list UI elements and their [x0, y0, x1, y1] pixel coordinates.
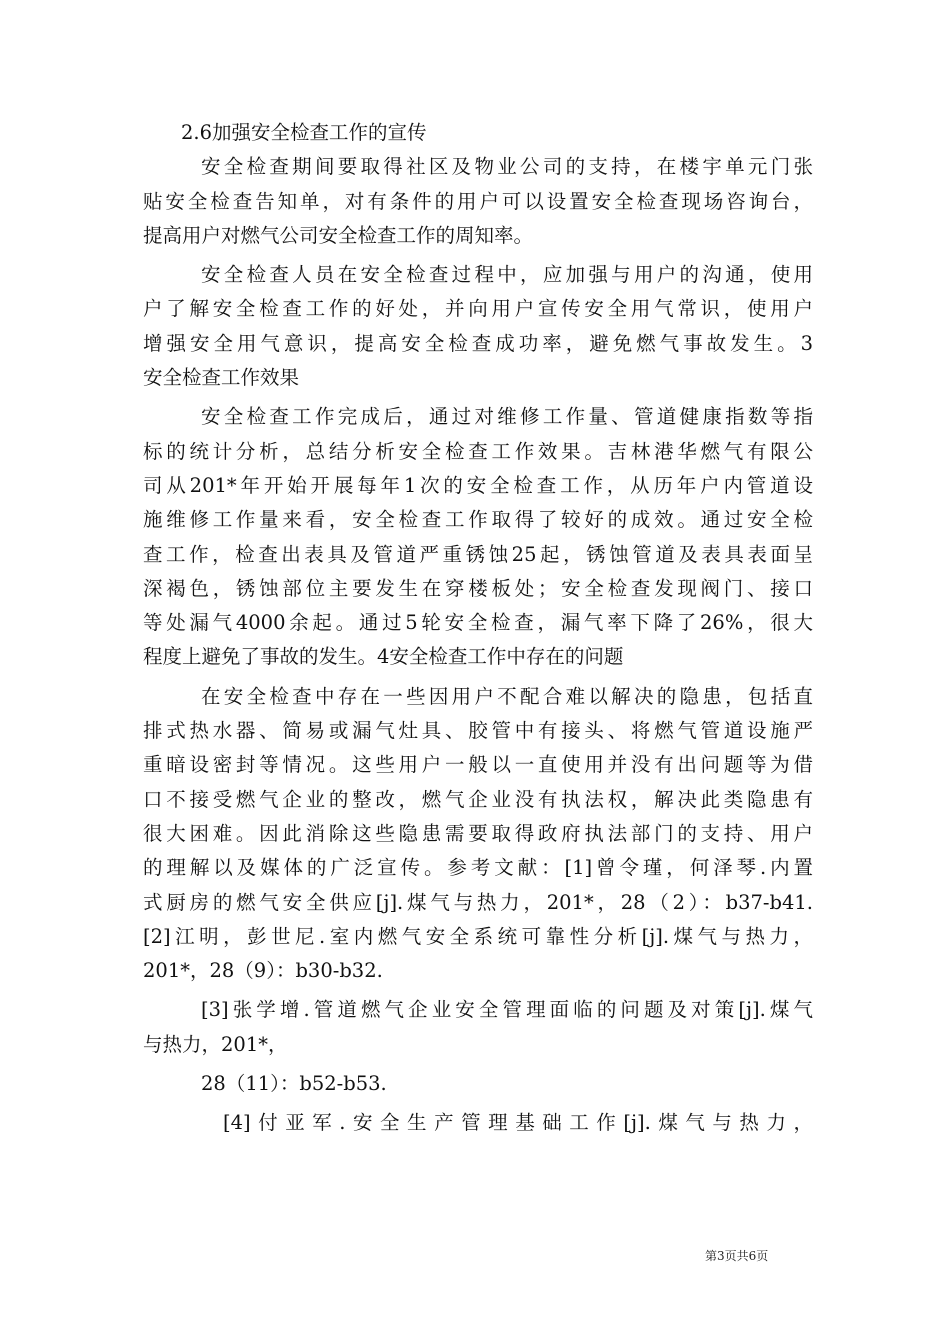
paragraph-line: 排式热水器、简易或漏气灶具、胶管中有接头、将燃气管道设施严: [143, 719, 813, 743]
paragraph-line: 等处漏气4000余起。通过5轮安全检查，漏气率下降了26%，很大: [143, 611, 813, 635]
paragraph-line: 口不接受燃气企业的整改，燃气企业没有执法权，解决此类隐患有: [143, 787, 813, 811]
reference-line: 与热力，201*，: [143, 1032, 288, 1056]
paragraph-line: 在安全检查中存在一些因用户不配合难以解决的隐患，包括直: [201, 684, 813, 708]
section-heading: 2.6加强安全检查工作的宣传: [181, 121, 427, 144]
paragraph-line: 式厨房的燃气安全供应[j].煤气与热力，201*，28（2）：b37-b41.: [143, 890, 813, 914]
paragraph-line: 程度上避免了事故的发生。4安全检查工作中存在的问题: [143, 645, 624, 669]
reference-line: [2]江明，彭世尼.室内燃气安全系统可靠性分析[j].煤气与热力，: [143, 924, 813, 948]
paragraph-line: 的理解以及媒体的广泛宣传。参考文献：[1]曾令瑾，何泽琴.内置: [143, 856, 813, 880]
reference-line: [3]张学增.管道燃气企业安全管理面临的问题及对策[j].煤气: [201, 998, 813, 1022]
paragraph-line: 深褐色，锈蚀部位主要发生在穿楼板处；安全检查发现阀门、接口: [143, 576, 813, 600]
document-body: [143, 116, 813, 1141]
paragraph-line: 很大困难。因此消除这些隐患需要取得政府执法部门的支持、用户: [143, 821, 813, 845]
paragraph-line: 标的统计分析，总结分析安全检查工作效果。吉林港华燃气有限公: [143, 439, 813, 463]
reference-line: [4]付亚军.安全生产管理基础工作[j].煤气与热力，: [223, 1111, 813, 1135]
paragraph-line: 提高用户对燃气公司安全检查工作的周知率。: [143, 223, 534, 247]
paragraph-line: 施维修工作量来看，安全检查工作取得了较好的成效。通过安全检: [143, 508, 813, 532]
reference-line: 28（11）：b52-b53.: [201, 1072, 387, 1096]
paragraph-line: 安全检查工作效果: [143, 366, 300, 390]
paragraph-line: 重暗设密封等情况。这些用户一般以一直使用并没有出问题等为借: [143, 753, 813, 777]
paragraph-line: 增强安全用气意识，提高安全检查成功率，避免燃气事故发生。3: [143, 331, 813, 355]
paragraph-line: 安全检查工作完成后，通过对维修工作量、管道健康指数等指: [201, 405, 813, 429]
paragraph-line: 户了解安全检查工作的好处，并向用户宣传安全用气常识，使用户: [143, 297, 813, 321]
paragraph-line: 贴安全检查告知单，对有条件的用户可以设置安全检查现场咨询台，: [143, 189, 813, 213]
reference-line: 201*，28（9）：b30-b32.: [143, 959, 383, 983]
paragraph-line: 安全检查人员在安全检查过程中，应加强与用户的沟通，使用: [201, 263, 813, 287]
page-number-footer: 第3页共6页: [705, 1249, 769, 1263]
paragraph-line: 司从201*年开始开展每年1次的安全检查工作，从历年户内管道设: [143, 473, 813, 497]
paragraph-line: 查工作，检查出表具及管道严重锈蚀25起，锈蚀管道及表具表面呈: [143, 542, 813, 566]
paragraph-line: 安全检查期间要取得社区及物业公司的支持，在楼宇单元门张: [201, 155, 813, 179]
